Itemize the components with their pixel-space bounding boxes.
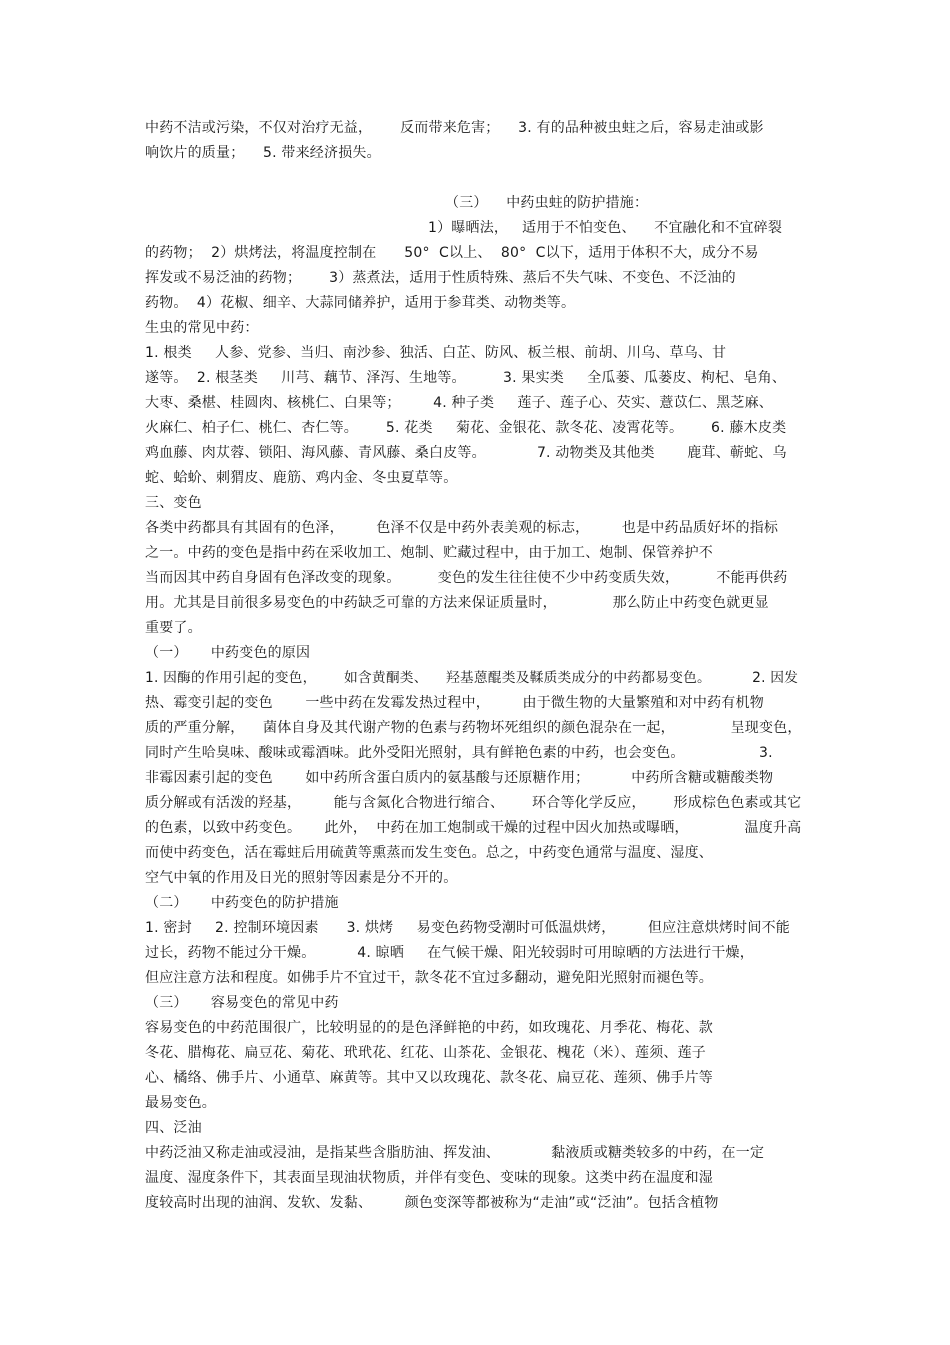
text-line: 容易变色的中药范围很广，比较明显的的是色泽鲜艳的中药，如玫瑰花、月季花、梅花、款 [145,1020,713,1036]
text-line: 用。尤其是目前很多易变色的中药缺乏可靠的方法来保证质量时， 那么防止中药变色就更显 [145,595,769,611]
text-line: 1）曝晒法， 适用于不怕变色、 不宜融化和不宜碎裂 [428,220,783,236]
text-line: 遂等。 2. 根茎类 川芎、藕节、泽泻、生地等。 3. 果实类 全瓜蒌、瓜蒌皮、枸杞、皂角、 [145,370,787,386]
section-heading: 四、泛油 [145,1120,202,1136]
text-line: 挥发或不易泛油的药物； 3）蒸煮法，适用于性质特殊、蒸后不失气味、不变色、不泛油的 [145,270,736,286]
text-line: 的色素，以致中药变色。 此外， 中药在加工炮制或干燥的过程中因火加热或曝晒， 温度升高 [145,820,802,836]
text-line: 冬花、腊梅花、扁豆花、菊花、玳玳花、红花、山茶花、金银花、槐花（米）、莲须、莲子 [145,1045,706,1061]
text-line: 1. 密封 2. 控制环境因素 3. 烘烤 易变色药物受潮时可低温烘烤， 但应注意烘烤时间不能 [145,920,790,936]
text-line: 心、橘络、佛手片、小通草、麻黄等。其中又以玫瑰花、款冬花、扁豆花、莲须、佛手片等 [145,1070,713,1086]
text-line: 大枣、桑椹、桂圆肉、核桃仁、白果等； 4. 种子类 莲子、莲子心、芡实、薏苡仁、黑芝麻、 [145,395,774,411]
section-heading: 三、变色 [145,495,202,511]
section-heading: （三） 中药虫蛀的防护措施： [445,195,649,211]
text-line: 质分解或有活泼的羟基， 能与含氮化合物进行缩合、 环合等化学反应， 形成棕色色素或其它 [145,795,802,811]
text-line: 质的严重分解， 菌体自身及其代谢产物的色素与药物坏死组织的颜色混杂在一起， 呈现变色， [145,720,802,736]
text-line: 蛇、蛤蚧、刺猬皮、鹿筋、鸡内金、冬虫夏草等。 [145,470,458,486]
section-heading: （一） 中药变色的原因 [145,645,311,661]
text-line: 空气中氧的作用及日光的照射等因素是分不开的。 [145,870,458,886]
text-line: 但应注意方法和程度。如佛手片不宜过干，款冬花不宜过多翻动，避免阳光照射而褪色等。 [145,970,713,986]
text-line: 过长，药物不能过分干燥。 4. 晾晒 在气候干燥、阳光较弱时可用晾晒的方法进行干燥， [145,945,754,961]
text-line: 当而因其中药自身固有色泽改变的现象。 变色的发生往往使不少中药变质失效， 不能再供药 [145,570,788,586]
text-line: 度较高时出现的油润、发软、发黏、 颜色变深等都被称为“走油”或“泛油”。包括含植物 [145,1195,719,1211]
section-heading: （三） 容易变色的常见中药 [145,995,339,1011]
text-line: 热、霉变引起的变色 一些中药在发霉发热过程中， 由于微生物的大量繁殖和对中药有机物 [145,695,764,711]
text-line: 同时产生哈臭味、酸味或霉酒味。此外受阳光照射，具有鲜艳色素的中药，也会变色。 3. [145,745,773,761]
text-line: 而使中药变色，活在霉蛀后用硫黄等熏蒸而发生变色。总之，中药变色通常与温度、湿度、 [145,845,713,861]
text-line: 非霉因素引起的变色 如中药所含蛋白质内的氨基酸与还原糖作用； 中药所含糖或糖酸类物 [145,770,774,786]
text-line: 之一。中药的变色是指中药在采收加工、炮制、贮藏过程中，由于加工、炮制、保管养护不 [145,545,713,561]
text-line: 重要了。 [145,620,202,636]
text-line: 药物。 4）花椒、细辛、大蒜同储养护，适用于参茸类、动物类等。 [145,295,576,311]
text-line: 鸡血藤、肉苁蓉、锁阳、海风藤、青风藤、桑白皮等。 7. 动物类及其他类 鹿茸、蕲蛇、乌 [145,445,787,461]
section-heading: （二） 中药变色的防护措施 [145,895,339,911]
text-line: 响饮片的质量； 5. 带来经济损失。 [145,145,381,161]
text-line: 温度、湿度条件下，其表面呈现油状物质，并伴有变色、变味的现象。这类中药在温度和湿 [145,1170,713,1186]
text-line: 最易变色。 [145,1095,216,1111]
text-line: 1. 因酶的作用引起的变色， 如含黄酮类、 羟基蒽醌类及鞣质类成分的中药都易变色。 2. 因发 [145,670,799,686]
text-line: 的药物； 2）烘烤法，将温度控制在 50° C以上、 80° C以下，适用于体积不大，成分不易 [145,245,759,261]
section-heading: 生虫的常见中药： [145,320,259,336]
text-line: 中药泛油又称走油或浸油，是指某些含脂肪油、挥发油、 黏液质或糖类较多的中药，在一定 [145,1145,765,1161]
text-line: 中药不洁或污染，不仅对治疗无益， 反而带来危害； 3. 有的品种被虫蛀之后，容易走油或影 [145,120,764,136]
text-line: 火麻仁、柏子仁、桃仁、杏仁等。 5. 花类 菊花、金银花、款冬花、凌霄花等。 6. 藤木皮类 [145,420,787,436]
text-line: 各类中药都具有其固有的色泽， 色泽不仅是中药外表美观的标志， 也是中药品质好坏的指标 [145,520,779,536]
text-line: 1. 根类 人参、党参、当归、南沙参、独活、白芷、防风、板兰根、前胡、川乌、草乌、甘 [145,345,727,361]
